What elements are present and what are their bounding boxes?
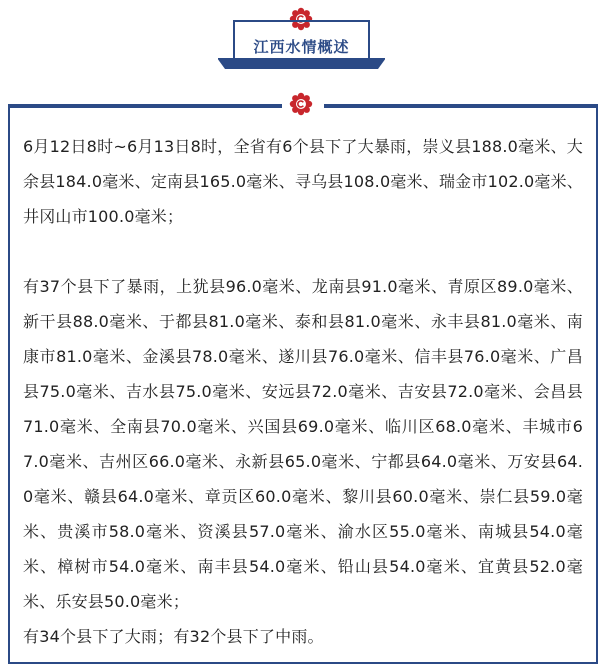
frame-emblem-icon [289, 92, 313, 116]
rainstorm-paragraph: 有37个县下了暴雨，上犹县96.0毫米、龙南县91.0毫米、青原区89.0毫米、新干县88.0毫米、于都县81.0毫米、泰和县81.0毫米、永丰县81.0毫米、南康市81.0毫米、金溪县78.0毫米、遂川县76.0毫米、信丰县76.0毫米、广昌县75.0毫米、吉水县75.0毫米、安远县72.0毫米、吉安县72.0毫米、会昌县71.0毫米、全南县70.0毫米、兴国县69.0毫米、临川区68.0毫米、丰城市67.0毫米、吉州区66.0毫米、永新县65.0毫米、宁都县64.0毫米、万安县64.0毫米、赣县64.0毫米、章贡区60.0毫米、黎川县60.0毫米、崇仁县59.0毫米、贵溪市58.0毫米、资溪县57.0毫米、渝水区55.0毫米、南城县54.0毫米、樟树市54.0毫米、南丰县54.0毫米、铅山县54.0毫米、宜黄县52.0毫米、乐安县50.0毫米； [23, 277, 583, 611]
title-ribbon [218, 58, 385, 69]
section-title: 江西水情概述 [253, 38, 350, 56]
heavy-rainstorm-paragraph: 6月12日8时~6月13日8时，全省有6个县下了大暴雨，崇义县188.0毫米、大余县184.0毫米、定南县165.0毫米、寻乌县108.0毫米、瑞金市102.0毫米、井冈山市100.0毫米； [23, 137, 583, 226]
heavy-moderate-rain-paragraph: 有34个县下了大雨；有32个县下了中雨。 [23, 627, 324, 646]
rainfall-summary-content [23, 129, 583, 654]
paragraph-spacer [23, 234, 583, 269]
